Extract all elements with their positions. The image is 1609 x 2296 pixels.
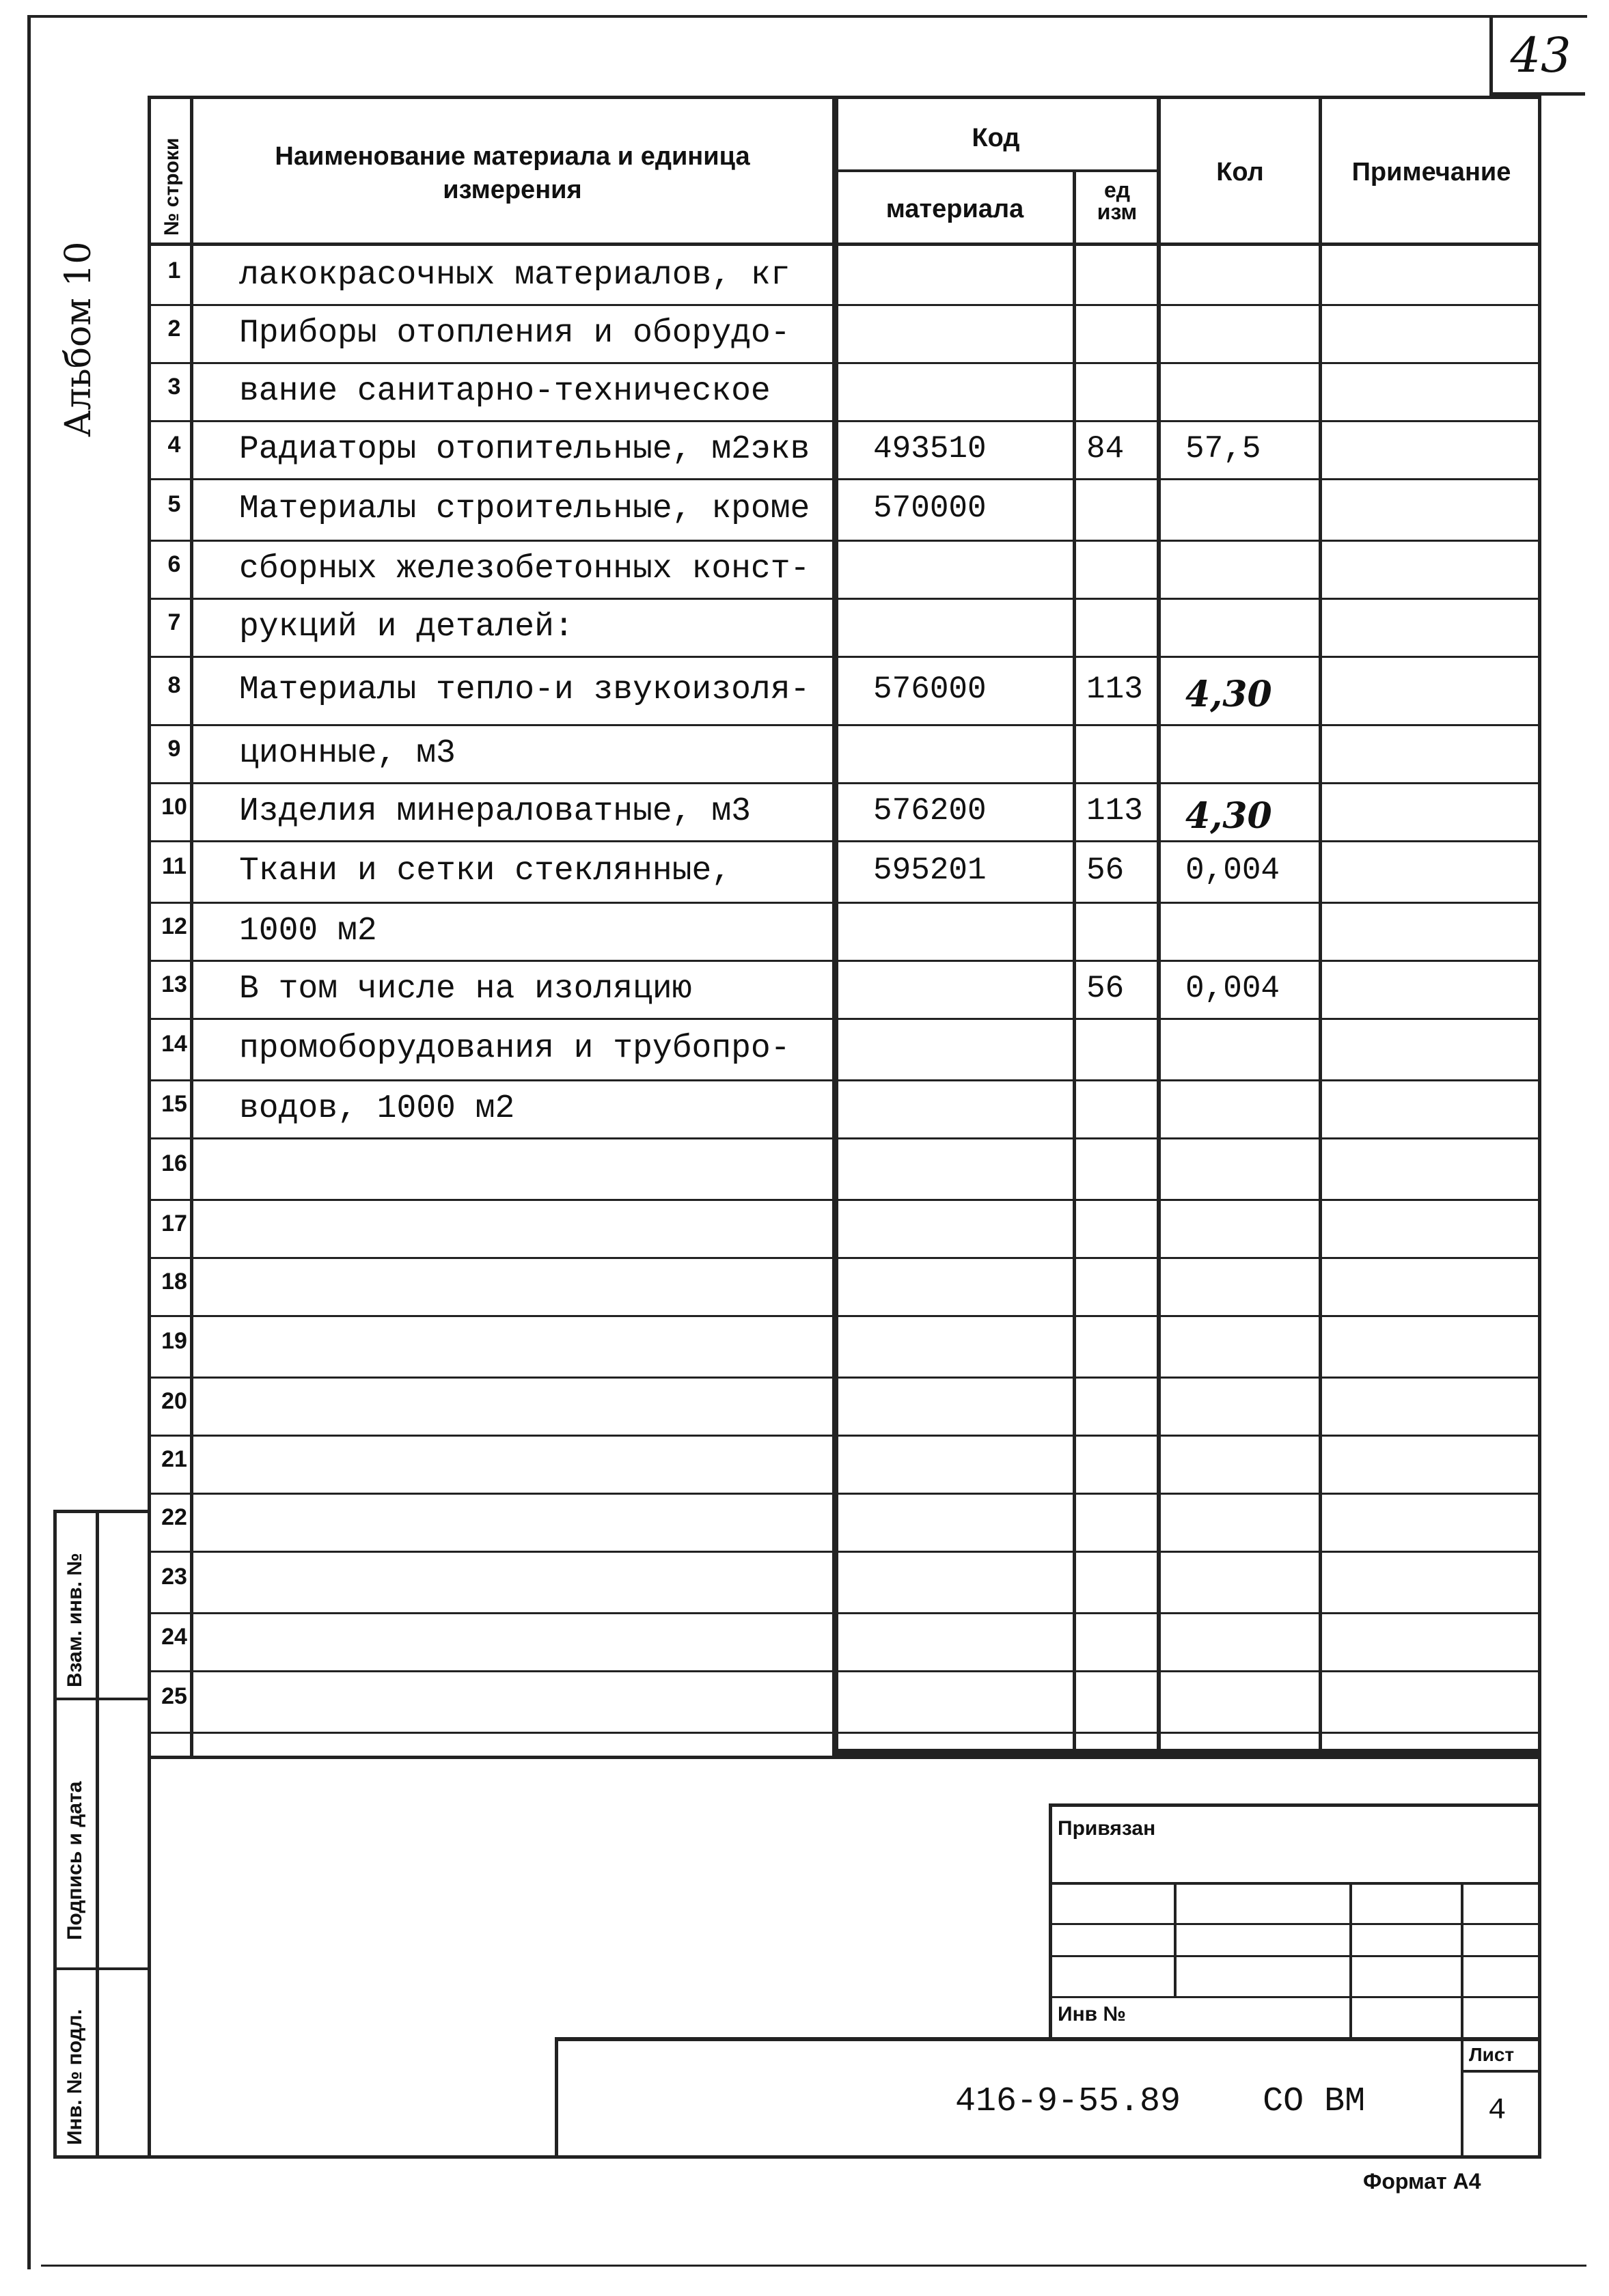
row-qty: 57,5 bbox=[1185, 430, 1261, 467]
row-number: 23 bbox=[161, 1564, 187, 1590]
row-number: 22 bbox=[161, 1504, 187, 1530]
row-number: 13 bbox=[161, 971, 187, 997]
row-number: 20 bbox=[161, 1387, 187, 1414]
inv-no-label: Инв № bbox=[1058, 2003, 1126, 2025]
row-name: В том числе на изоляцию bbox=[239, 970, 692, 1008]
title-block-main-top bbox=[555, 2037, 1541, 2041]
row-name: Материалы строительные, кроме bbox=[239, 490, 810, 527]
row-separator bbox=[148, 1018, 1541, 1020]
frame-right-lower bbox=[1538, 1759, 1541, 2159]
row-name: Приборы отопления и оборудо- bbox=[239, 314, 790, 352]
row-number: 5 bbox=[167, 491, 181, 517]
row-name: рукций и деталей: bbox=[239, 608, 574, 646]
col-line-name bbox=[832, 96, 838, 1759]
row-separator bbox=[148, 960, 1541, 962]
row-number: 21 bbox=[161, 1446, 187, 1472]
row-unit: 113 bbox=[1086, 672, 1143, 707]
header-row-no: № строки bbox=[161, 137, 183, 236]
row-number: 3 bbox=[167, 373, 181, 400]
row-name: сборных железобетонных конст- bbox=[239, 550, 810, 587]
col-line-unit bbox=[1157, 96, 1161, 1759]
title-block-line3 bbox=[1049, 1955, 1541, 1957]
row-qty: 4,30 bbox=[1185, 794, 1272, 837]
row-name: Ткани и сетки стеклянные, bbox=[239, 853, 732, 889]
row-name: вание санитарно-техническое bbox=[239, 372, 771, 410]
row-name: Изделия минераловатные, м3 bbox=[239, 792, 751, 830]
format-label: Формат А4 bbox=[1363, 2169, 1481, 2194]
row-separator bbox=[148, 1257, 1541, 1259]
row-separator bbox=[148, 540, 1541, 542]
row-qty: 0,004 bbox=[1185, 970, 1280, 1006]
row-separator bbox=[148, 1377, 1541, 1379]
header-note: Примечание bbox=[1351, 158, 1511, 186]
row-name: водов, 1000 м2 bbox=[239, 1090, 515, 1127]
side-stamp-div2 bbox=[53, 1967, 149, 1970]
row-separator bbox=[148, 420, 1541, 422]
title-block-line2 bbox=[1049, 1923, 1541, 1925]
row-separator bbox=[148, 362, 1541, 364]
side-stamp-podpis: Подпись и дата bbox=[64, 1781, 86, 1940]
col-line-qty bbox=[1319, 96, 1322, 1759]
frame-left-lower bbox=[148, 1759, 151, 2159]
row-separator bbox=[148, 304, 1541, 306]
row-number: 18 bbox=[161, 1268, 187, 1295]
row-separator bbox=[148, 598, 1541, 600]
side-stamp-inv-podl: Инв. № подл. bbox=[64, 2008, 86, 2145]
header-code: Код bbox=[972, 124, 1020, 152]
row-separator bbox=[148, 724, 1541, 726]
row-code: 576200 bbox=[873, 792, 987, 829]
header-code-unit: ед изм bbox=[1097, 178, 1138, 224]
row-qty: 0,004 bbox=[1185, 853, 1280, 888]
row-separator bbox=[148, 1137, 1541, 1139]
row-number: 14 bbox=[161, 1031, 187, 1057]
row-number: 7 bbox=[167, 609, 181, 635]
col-line-code bbox=[1073, 171, 1076, 1759]
row-name: Радиаторы отопительные, м2экв bbox=[239, 430, 810, 468]
row-separator bbox=[148, 1435, 1541, 1437]
row-unit: 56 bbox=[1086, 970, 1125, 1006]
row-code: 570000 bbox=[873, 490, 987, 526]
row-code: 493510 bbox=[873, 430, 987, 467]
list-box-line bbox=[1461, 2070, 1541, 2073]
row-code: 576000 bbox=[873, 672, 987, 707]
title-block-col1 bbox=[1174, 1882, 1177, 1997]
row-number: 17 bbox=[161, 1210, 187, 1236]
row-separator bbox=[148, 1079, 1541, 1081]
title-block-col2 bbox=[1349, 1882, 1352, 2039]
list-value: 4 bbox=[1488, 2094, 1507, 2128]
row-separator bbox=[148, 1315, 1541, 1317]
row-number: 15 bbox=[161, 1090, 187, 1117]
header-bottom-line bbox=[148, 243, 1541, 246]
row-separator bbox=[148, 1670, 1541, 1672]
row-number: 16 bbox=[161, 1150, 187, 1176]
row-number: 4 bbox=[167, 431, 181, 458]
code-subheader-line bbox=[835, 169, 1158, 172]
row-number: 1 bbox=[167, 257, 181, 283]
row-separator bbox=[148, 1612, 1541, 1614]
title-block-col3 bbox=[1461, 1882, 1463, 2155]
row-name: лакокрасочных материалов, кг bbox=[239, 256, 790, 294]
title-block-main-left bbox=[555, 2037, 558, 2157]
row-unit: 56 bbox=[1086, 853, 1125, 888]
side-stamp-left bbox=[53, 1510, 57, 2159]
row-separator bbox=[148, 902, 1541, 904]
side-stamp-top bbox=[53, 1510, 149, 1513]
row-number: 19 bbox=[161, 1328, 187, 1354]
row-separator bbox=[148, 782, 1541, 784]
row-name: Материалы тепло-и звукоизоля- bbox=[239, 672, 810, 708]
row-number: 10 bbox=[161, 793, 187, 820]
side-stamp-div1 bbox=[53, 1698, 149, 1700]
header-qty: Кол bbox=[1216, 158, 1264, 186]
row-separator bbox=[148, 840, 1541, 842]
row-separator bbox=[148, 1199, 1541, 1201]
row-number: 2 bbox=[167, 315, 181, 342]
row-number: 8 bbox=[167, 672, 181, 698]
row-separator bbox=[148, 1551, 1541, 1553]
row-name: 1000 м2 bbox=[239, 912, 377, 950]
row-number: 25 bbox=[161, 1683, 187, 1709]
row-number: 11 bbox=[162, 853, 187, 879]
frame-bottom bbox=[53, 2155, 1541, 2159]
doc-code: 416-9-55.89 СО ВМ bbox=[955, 2082, 1366, 2121]
row-number: 6 bbox=[167, 551, 181, 577]
privyazan-label: Привязан bbox=[1058, 1817, 1156, 1840]
table-bottom-thick bbox=[835, 1749, 1541, 1757]
row-separator bbox=[148, 656, 1541, 658]
list-label: Лист bbox=[1469, 2044, 1515, 2065]
side-stamp-mid bbox=[96, 1510, 99, 2159]
row-number: 24 bbox=[161, 1623, 187, 1650]
row-code: 595201 bbox=[873, 853, 987, 888]
row-qty: 4,30 bbox=[1185, 674, 1272, 715]
sheet-number: 43 bbox=[1510, 27, 1571, 83]
title-block-line4 bbox=[1049, 1996, 1541, 1998]
row-number: 12 bbox=[161, 913, 187, 939]
page-bottom-line bbox=[41, 2265, 1586, 2267]
album-label: Альбом 10 bbox=[58, 241, 99, 437]
title-block-left bbox=[1049, 1803, 1052, 2039]
title-block-line1 bbox=[1049, 1882, 1541, 1885]
title-block-top bbox=[1049, 1803, 1541, 1807]
row-separator bbox=[148, 478, 1541, 480]
row-number: 9 bbox=[167, 735, 181, 762]
row-name: ционные, м3 bbox=[239, 734, 456, 772]
row-unit: 113 bbox=[1086, 792, 1143, 829]
header-code-material: материала bbox=[885, 195, 1024, 223]
row-unit: 84 bbox=[1086, 430, 1125, 467]
row-name: промоборудования и трубопро- bbox=[239, 1030, 790, 1067]
row-separator bbox=[148, 1732, 1541, 1734]
row-separator bbox=[148, 1493, 1541, 1495]
side-stamp-vzam: Взам. инв. № bbox=[64, 1553, 86, 1687]
header-name: Наименование материала и единица измерения bbox=[275, 142, 750, 205]
